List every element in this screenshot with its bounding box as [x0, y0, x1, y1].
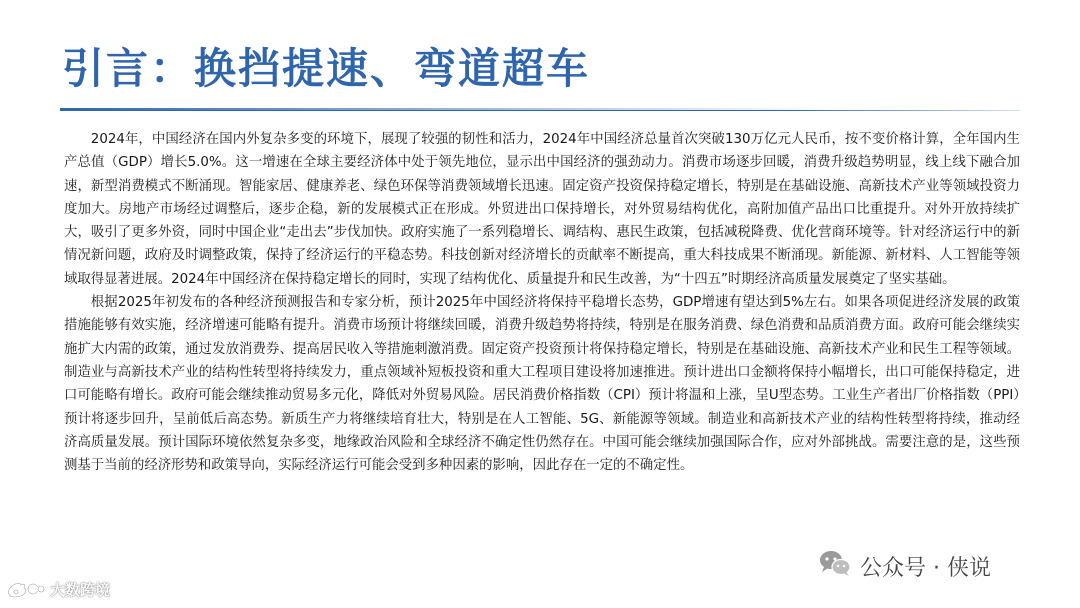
- body-text: [64, 128, 1020, 477]
- weibo-logo-icon: [6, 577, 46, 601]
- slide-title: 引言：换挡提速、弯道超车: [62, 44, 591, 93]
- watermark-right: [818, 548, 991, 584]
- paragraph-2025-forecast: 根据2025年初发布的各种经济预测报告和专家分析，预计2025年中国经济将保持平稳增长态势，GDP增速有望达到5%左右。如果各项促进经济发展的政策措施能够有效实施，经济增速可能略有提升。消费市场预计将继续回暖，消费升级趋势将持续，特别是在服务消费、绿色消费和品质消费方面。政府可能会继续实施扩大内需的政策，通过发放消费券、提高居民收入等措施刺激消费。固定资产投资预计将保持稳定增长，特别是在基础设施、高新技术产业和民生工程等领域。制造业与高新技术产业的结构性转型将持续发力，重点领域补短板投资和重大工程项目建设将加速推进。预计进出口金额将保持小幅增长，出口可能保持稳定，进口可能略有增长。政府可能会继续推动贸易多元化，降低对外贸易风险。居民消费价格指数（CPI）预计将温和上涨，呈U型态势。工业生产者出厂价格指数（PPI）预计将逐步回升，呈前低后高态势。新质生产力将继续培育壮大，特别是在人工智能、5G、新能源等领域。制造业和高新技术产业的结构性转型将持续，推动经济高质量发展。预计国际环境依然复杂多变，地缘政治风险和全球经济不确定性仍然存在。中国可能会继续加强国际合作，应对外部挑战。需要注意的是，这些预测基于当前的经济形势和政策导向，实际经济运行可能会受到多种因素的影响，因此存在一定的不确定性。: [64, 295, 1020, 474]
- watermark-left: [6, 576, 110, 602]
- watermark-left-text: 大数跨境: [50, 580, 111, 599]
- paragraph-2024-review: 2024年，中国经济在国内外复杂多变的环境下，展现了较强的韧性和活力，2024年中国经济总量首次突破130万亿元人民币，按不变价格计算，全年国内生产总值（GDP）增长5.0%。这一增速在全球主要经济体中处于领先地位，显示出中国经济的强劲动力。消费市场逐步回暖，消费升级趋势明显，线上线下融合加速，新型消费模式不断涌现。智能家居、健康养老、绿色环保等消费领域增长迅速。固定资产投资保持稳定增长，特别是在基础设施、高新技术产业等领域投资力度加大。房地产市场经过调整后，逐步企稳，新的发展模式正在形成。外贸进出口保持增长，对外贸易结构优化，高附加值产品出口比重提升。对外开放持续扩大，吸引了更多外资，同时中国企业“走出去”步伐加快。政府实施了一系列稳增长、调结构、惠民生政策，包括减税降费、优化营商环境等。针对经济运行中的新情况新问题，政府及时调整政策，保持了经济运行的平稳态势。科技创新对经济增长的贡献率不断提高，重大科技成果不断涌现。新能源、新材料、人工智能等领域取得显著进展。2024年中国经济在保持稳定增长的同时，实现了结构优化、质量提升和民生改善，为“十四五”时期经济高质量发展奠定了坚实基础。: [64, 132, 1020, 287]
- title-divider: [60, 106, 1020, 116]
- watermark-right-text: 公众号 · 侠说: [860, 555, 991, 581]
- wechat-logo-icon: [818, 548, 852, 584]
